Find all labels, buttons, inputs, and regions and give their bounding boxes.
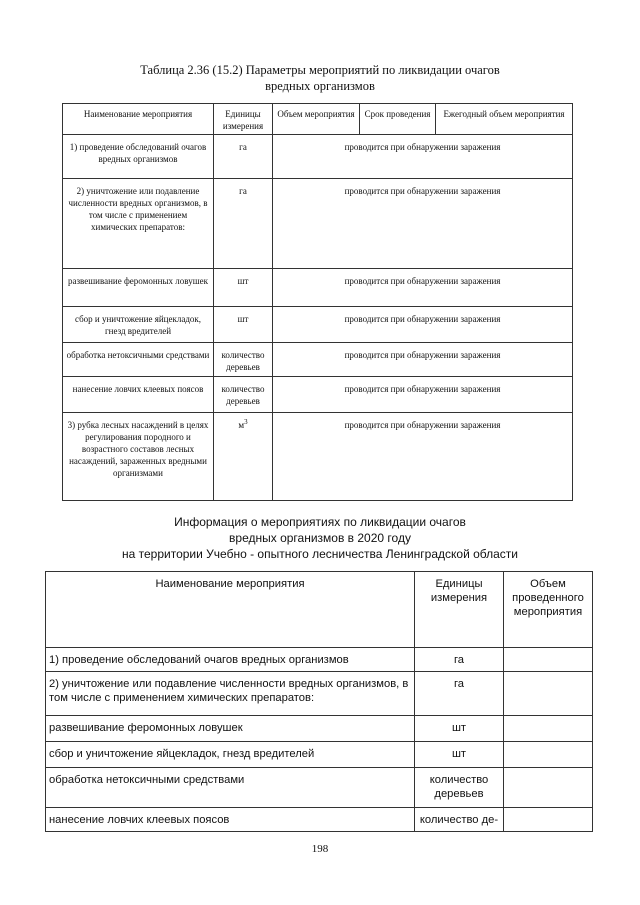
table2-title [0, 514, 640, 562]
table-row [63, 135, 573, 179]
table-row [46, 768, 593, 808]
table-row [63, 413, 573, 501]
measures-info-table [45, 571, 593, 832]
table2-title-line1: Информация о мероприятиях по ликвидации очагов [174, 515, 466, 529]
row-unit: количество де- [415, 808, 504, 832]
row-name: нанесение ловчих клеевых поясов [63, 377, 214, 413]
row-name: 2) уничтожение или подавление численности вредных организмов, в том числе с применением химических препаратов: [63, 179, 214, 269]
measures-parameters-table [62, 103, 573, 501]
row-volume [504, 768, 593, 808]
table-row [46, 716, 593, 742]
row-name: развешивание феромонных ловушек [63, 269, 214, 307]
table-row [63, 377, 573, 413]
row-unit: га [214, 135, 273, 179]
row-name: обработка нетоксичными средствами [46, 768, 415, 808]
table-row [63, 343, 573, 377]
row-note: проводится при обнаружении заражения [273, 413, 573, 501]
table1-header-annual: Ежегодный объем мероприятия [436, 104, 573, 135]
row-unit: количество деревьев [214, 377, 273, 413]
row-name: нанесение ловчих клеевых поясов [46, 808, 415, 832]
table2-header-volume: Объем проведенного мероприятия [504, 572, 593, 648]
row-volume [504, 672, 593, 716]
row-note: проводится при обнаружении заражения [273, 135, 573, 179]
row-unit: га [214, 179, 273, 269]
table1-header-term: Срок проведения [360, 104, 436, 135]
page-number: 198 [311, 843, 329, 855]
table1-header-volume: Объем мероприятия [273, 104, 360, 135]
table-row [46, 808, 593, 832]
table2-header-unit: Единицы измерения [415, 572, 504, 648]
unit-superscript: 3 [244, 418, 248, 426]
row-name: сбор и уничтожение яйцекладок, гнезд вредителей [63, 307, 214, 343]
table1-caption-line1: Таблица 2.36 (15.2) Параметры мероприятий по ликвидации очагов [140, 63, 500, 77]
row-note: проводится при обнаружении заражения [273, 307, 573, 343]
row-unit: шт [415, 716, 504, 742]
table-row [46, 648, 593, 672]
row-name: 1) проведение обследований очагов вредных организмов [46, 648, 415, 672]
row-unit: количество деревьев [214, 343, 273, 377]
row-name: сбор и уничтожение яйцекладок, гнезд вредителей [46, 742, 415, 768]
unit-text: м [238, 420, 245, 430]
row-note: проводится при обнаружении заражения [273, 269, 573, 307]
table1-caption-line2: вредных организмов [265, 79, 375, 93]
table-row [63, 269, 573, 307]
table1-header-name: Наименование мероприятия [63, 104, 214, 135]
row-unit: га [415, 672, 504, 716]
row-unit: га [415, 648, 504, 672]
table1-caption [0, 62, 640, 94]
row-volume [504, 808, 593, 832]
row-volume [504, 716, 593, 742]
row-note: проводится при обнаружении заражения [273, 343, 573, 377]
row-name: развешивание феромонных ловушек [46, 716, 415, 742]
row-volume [504, 648, 593, 672]
table2-header-name: Наименование мероприятия [46, 572, 415, 648]
row-unit: шт [214, 307, 273, 343]
table1-header-unit: Единицы измерения [214, 104, 273, 135]
table-row [63, 179, 573, 269]
row-name: 3) рубка лесных насаждений в целях регулирования породного и возрастного составов лесных насаждений, зараженных вредными организмами [63, 413, 214, 501]
row-volume [504, 742, 593, 768]
row-name: обработка нетоксичными средствами [63, 343, 214, 377]
row-unit: количество деревьев [415, 768, 504, 808]
table-row [46, 742, 593, 768]
row-unit [214, 413, 273, 501]
row-note: проводится при обнаружении заражения [273, 179, 573, 269]
table1-header-row [63, 104, 573, 135]
table2-title-line3: на территории Учебно - опытного лесничества Ленинградской области [121, 547, 519, 561]
row-name: 1) проведение обследований очагов вредных организмов [63, 135, 214, 179]
table-row [46, 672, 593, 716]
row-name: 2) уничтожение или подавление численности вредных организмов, в том числе с применением химических препаратов: [46, 672, 415, 716]
row-unit: шт [415, 742, 504, 768]
table2-header-row [46, 572, 593, 648]
table2-title-line2: вредных организмов в 2020 году [229, 531, 411, 545]
table-row [63, 307, 573, 343]
row-unit: шт [214, 269, 273, 307]
row-note: проводится при обнаружении заражения [273, 377, 573, 413]
